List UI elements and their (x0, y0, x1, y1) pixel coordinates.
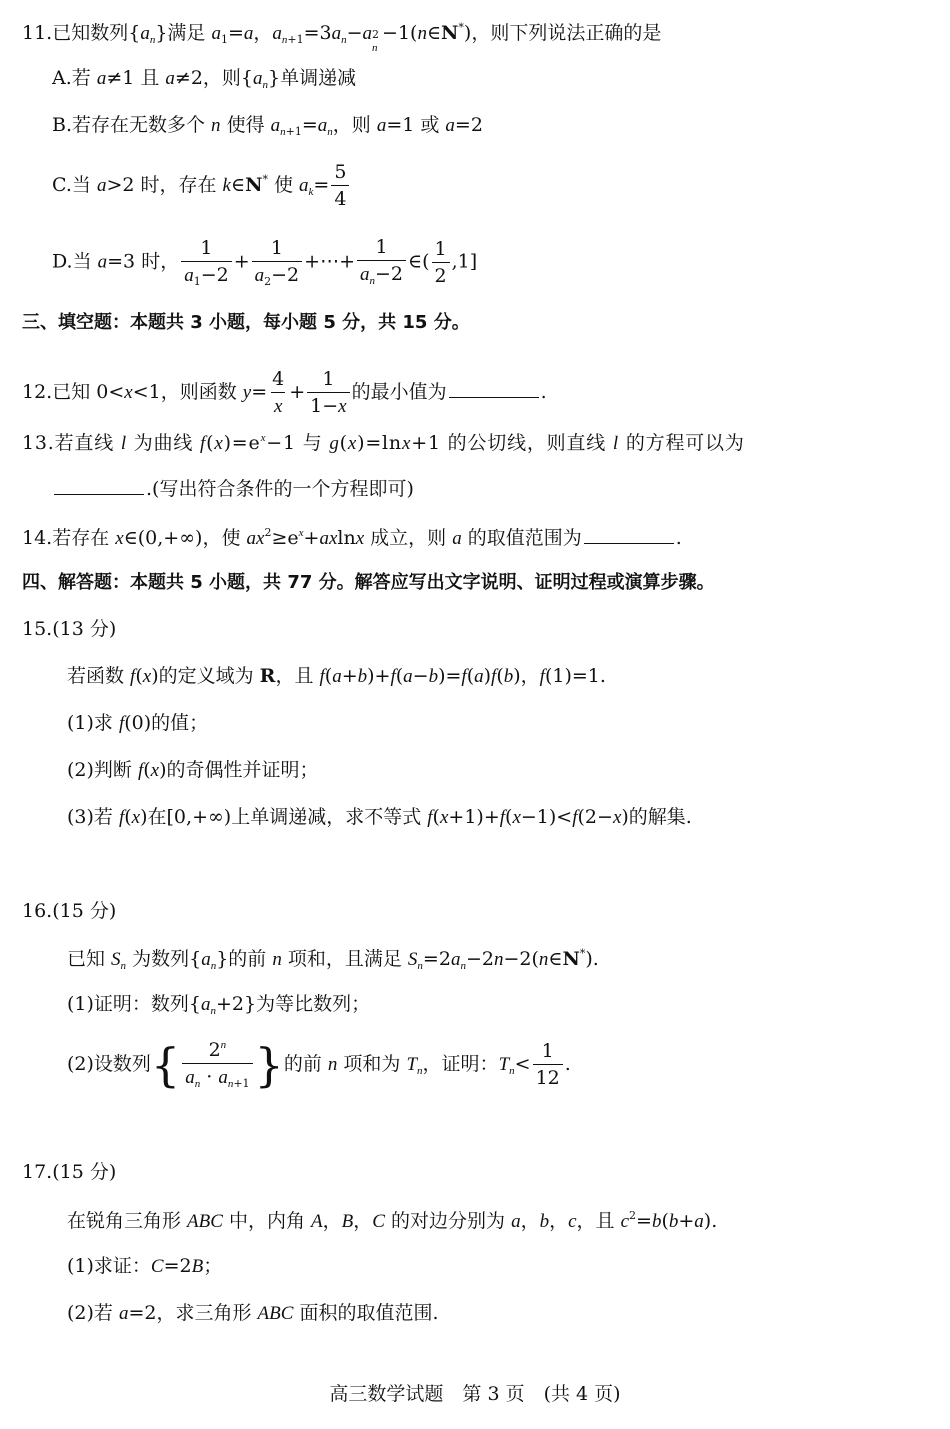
q11-option-b: B.若存在无数多个 n 使得 $a_{n+1}=a_n$，则 a=1 或 a=2 (52, 114, 483, 138)
q15-stem: 若函数 f(x)的定义域为 R，且 f(a+b)+f(a−b)=f(a)f(b)，f(1)=1. (67, 665, 606, 687)
q11-option-a: A.若 a≠1 且 a≠2，则$\{a_n\}$单调递减 (52, 67, 357, 91)
q17-header: 17.(15 分) (22, 1161, 117, 1183)
q17-part2: (2)若 a=2，求三角形 ABC 面积的取值范围. (67, 1302, 439, 1324)
q15-part3: (3)若 f(x)在[0,+∞)上单调递减，求不等式 f(x+1)+f(x−1)<f(2−x)的解集. (67, 806, 692, 828)
q15-part1: (1)求 f(0)的值； (67, 712, 209, 734)
q15-part2: (2)判断 f(x)的奇偶性并证明； (67, 759, 319, 781)
section4-title: 四、解答题：本题共 5 小题，共 77 分。解答应写出文字说明、证明过程或演算步骤。 (22, 572, 715, 593)
q17-part1: (1)求证：C=2B； (67, 1255, 223, 1277)
section3-title: 三、填空题：本题共 3 小题，每小题 5 分，共 15 分。 (22, 312, 470, 333)
q15-header: 15.(13 分) (22, 618, 117, 640)
q16-part1: (1)证明：数列$\{a_n+2\}$为等比数列； (67, 993, 371, 1017)
q11-option-c: C.当 a>2 时，存在 k∈N* 使 $a_k=$ $\frac{5}{4}$ (52, 163, 351, 209)
q16-header: 16.(15 分) (22, 900, 117, 922)
q16-stem: 已知 $S_n$ 为数列$\{a_n\}$的前 n 项和，且满足 $S_n=2a_n-2n-2(n\in N^*)$. (67, 947, 599, 972)
q12-text: 12.已知 0<x<1，则函数 y= $\frac{4}{x}$ + $\frac{1}{1-x}$ 的最小值为 . (22, 368, 547, 417)
q13-line2: .(写出符合条件的一个方程即可) (52, 480, 414, 499)
q14-text: 14.若存在 x∈(0,+∞)，使 $ax^2\ge e^x+axlnx$ 成立，则 a 的取值范围为 . (22, 526, 682, 549)
q17-stem: 在锐角三角形 ABC 中，内角 A，B，C 的对边分别为 a，b，c，且 $c^2=b(b+a)$. (67, 1209, 718, 1232)
page-footer: 高三数学试题 第 3 页 (共 4 页) (329, 1383, 621, 1405)
q11-option-d: D.当 a=3 时， $\frac{1}{a_1-2}$ + $\frac{1}{a_2-2}$ +⋯+ $\frac{1}{a_n-2}$ ∈( $\frac{1}{2}$ ,1] (52, 236, 478, 288)
q11-stem: 11.已知数列$\{a_n\}$满足 $a_1=a$，$a_{n+1}=3a_n-a$ 2 n −1(n∈N*)，则下列说法正确的是 (22, 21, 662, 54)
q16-part2: (2)设数列{ $\frac{2^n}{a_n \cdot a_{n+1}}$ }的前 n 项和为 $T_n$，证明：$T_n<$ $\frac{1}{12}$ . (67, 1038, 571, 1092)
q13-line1: 13.若直线 l 为曲线 $f(x)=e^x-1$ 与 g(x)=lnx+1 的公切线，则直线 l 的方程可以为 (22, 432, 745, 454)
